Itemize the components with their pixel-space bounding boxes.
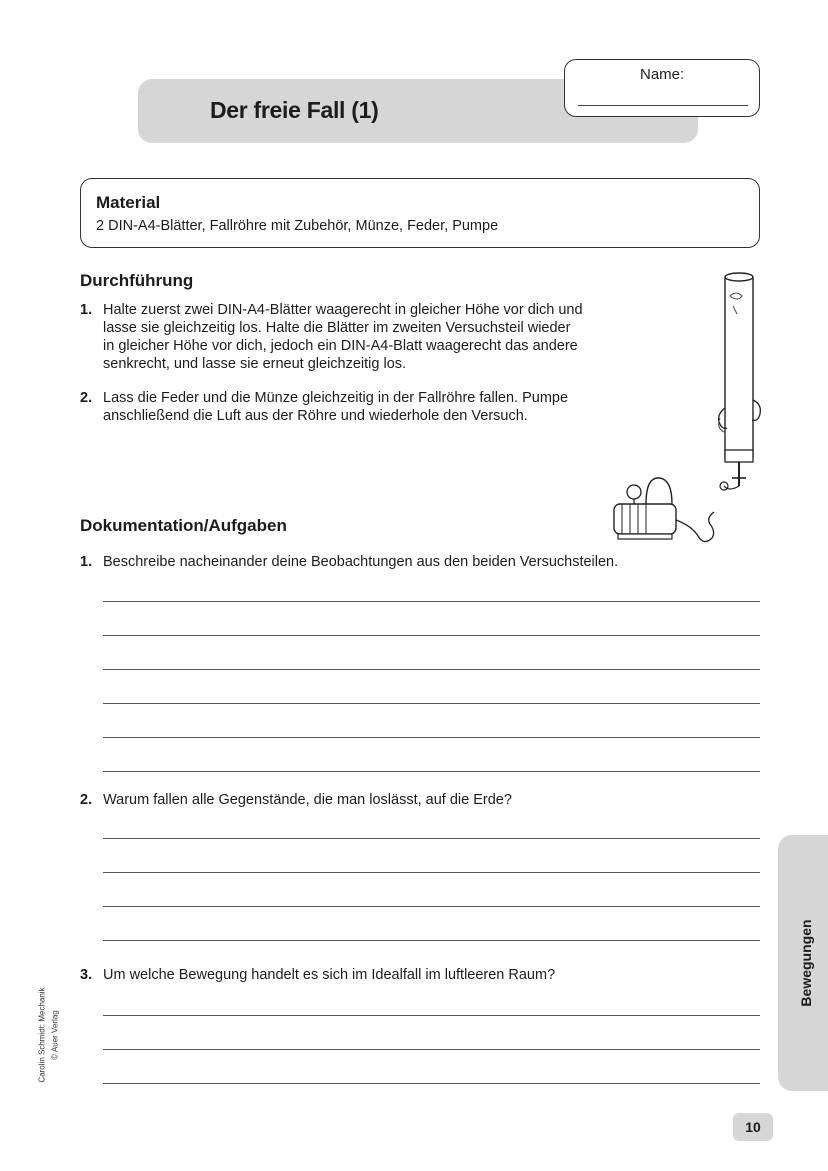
answer-line[interactable] xyxy=(103,940,760,941)
answer-line[interactable] xyxy=(103,771,760,772)
pump-illustration xyxy=(608,474,738,544)
answer-line[interactable] xyxy=(103,1083,760,1084)
item-line: Lass die Feder und die Münze gleichzeitig in der Fallröhre fallen. Pumpe xyxy=(103,390,569,406)
answer-line[interactable] xyxy=(103,1015,760,1016)
procedure-heading: Durchführung xyxy=(80,271,194,290)
fall-tube-illustration xyxy=(700,268,770,498)
question-text: Um welche Bewegung handelt es sich im Idealfall im luftleeren Raum? xyxy=(103,967,556,983)
answer-line[interactable] xyxy=(103,601,760,602)
credit-author: Carolin Schmidt: Mechanik xyxy=(37,987,47,1083)
name-label: Name: xyxy=(640,66,685,83)
answer-line[interactable] xyxy=(103,906,760,907)
answer-line[interactable] xyxy=(103,872,760,873)
answer-line[interactable] xyxy=(103,1049,760,1050)
item-line: in gleicher Höhe vor dich, jedoch ein DIN-A4-Blatt waagerecht das andere xyxy=(103,338,578,354)
material-box xyxy=(80,178,760,248)
material-text: 2 DIN-A4-Blätter, Fallröhre mit Zubehör, Münze, Feder, Pumpe xyxy=(96,218,499,234)
question-text: Beschreibe nacheinander deine Beobachtungen aus den beiden Versuchsteilen. xyxy=(103,554,619,570)
documentation-heading: Dokumentation/Aufgaben xyxy=(80,516,287,535)
item-number: 2. xyxy=(80,792,93,808)
answer-line[interactable] xyxy=(103,838,760,839)
side-tab-label: Bewegungen xyxy=(798,919,814,1007)
question-text: Warum fallen alle Gegenstände, die man loslässt, auf die Erde? xyxy=(103,792,512,808)
item-number: 2. xyxy=(80,390,93,406)
answer-line[interactable] xyxy=(103,669,760,670)
item-line: senkrecht, und lasse sie erneut gleichzeitig los. xyxy=(103,356,407,372)
material-heading: Material xyxy=(96,193,161,212)
item-number: 3. xyxy=(80,967,93,983)
item-line: Halte zuerst zwei DIN-A4-Blätter waagerecht in gleicher Höhe vor dich und xyxy=(103,302,583,318)
name-field-line[interactable] xyxy=(578,105,748,106)
item-line: anschließend die Luft aus der Röhre und wiederhole den Versuch. xyxy=(103,408,528,424)
page-number: 10 xyxy=(733,1113,773,1141)
answer-line[interactable] xyxy=(103,737,760,738)
page-title: Der freie Fall (1) xyxy=(210,97,379,123)
answer-line[interactable] xyxy=(103,703,760,704)
item-number: 1. xyxy=(80,554,93,570)
credit-publisher: © Auer Verlag xyxy=(50,1010,60,1060)
item-line: lasse sie gleichzeitig los. Halte die Blätter im zweiten Versuchsteil wieder xyxy=(103,320,571,336)
answer-line[interactable] xyxy=(103,635,760,636)
item-number: 1. xyxy=(80,302,93,318)
